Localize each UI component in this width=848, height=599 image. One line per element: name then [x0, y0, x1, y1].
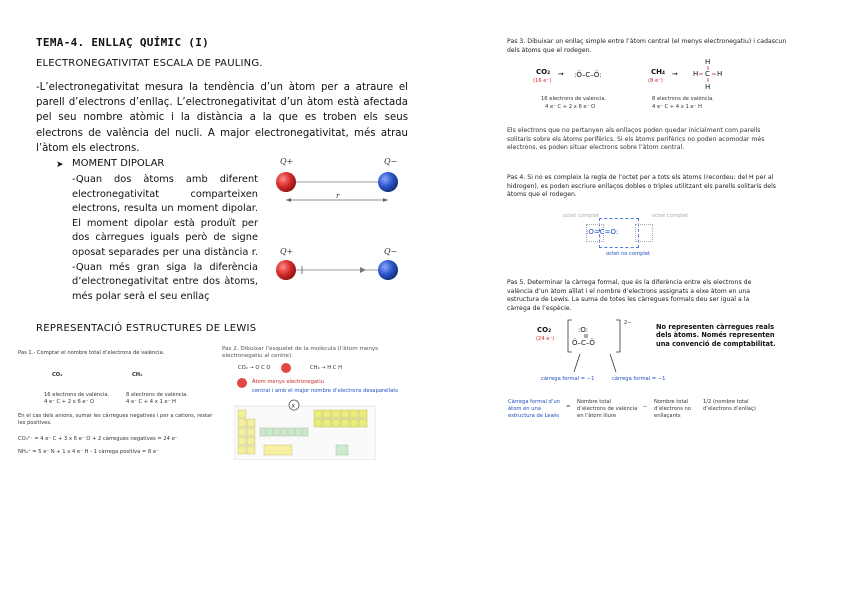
- co2-structure: :Ö–C–Ö:: [574, 71, 602, 79]
- arrow-icon-1: ➞: [558, 70, 564, 78]
- lewis-step2-text: Pas 2. Dibuixar l’esquelet de la molècula (l’àtom menys electronegatiu al centre).: [222, 346, 379, 360]
- step3-text: Pas 3. Dibuixar un enllaç simple entre l’àtom central (el menys electronegatiu) i cadascun dels àtoms que el rodegen.: [507, 38, 787, 54]
- q-plus-label-bottom: Q+: [280, 247, 294, 256]
- formula-lhs: Càrrega formal d’un àtom en una estructura de Lewis: [508, 399, 561, 419]
- bullet-arrow-icon: ➤: [56, 160, 64, 170]
- lewis-heading: REPRESENTACIÓ ESTRUCTURES DE LEWIS: [36, 323, 257, 334]
- svg-text:H: H: [717, 70, 723, 78]
- positive-charge-bottom: [276, 260, 296, 280]
- step4-right-label: octet complet: [652, 213, 688, 219]
- formal-charge-left: càrrega formal = −1: [541, 376, 595, 382]
- formula-minus: −: [643, 404, 648, 410]
- step4-structure: :O=C=O:: [586, 228, 619, 236]
- ch4-formula: CH₄: [651, 68, 666, 76]
- formula-term-c: 1/2 (nombre total d’electrons d’enllaç): [703, 399, 756, 412]
- highlight-dot-icon: [281, 363, 291, 373]
- step5-structure-bracket: [566, 318, 622, 354]
- q-minus-label-bottom: Q−: [384, 247, 398, 256]
- lewis-step1-nh4: NH₄⁺ = 5 e⁻ N + 1 x 4 e⁻ H - 1 càrrega positiva = 8 e⁻: [18, 449, 159, 455]
- negative-charge-bottom: [378, 260, 398, 280]
- step5-formula: CO₂: [537, 326, 552, 334]
- lewis-step1-anions: En el cas dels anions, sumar les càrregues negatives i per a cations, restar les positives.: [18, 413, 213, 426]
- ch4-count: 8 electrons de valència.: [652, 96, 714, 102]
- lewis-step2-note2: central i amb el major nombre d’electrons desaparellats: [252, 388, 398, 394]
- lewis-step1-title: Pas 1.- Comptar el nombre total d’electrons de valència.: [18, 350, 165, 356]
- formal-charge-right: càrrega formal = −1: [612, 376, 666, 382]
- ch4-calc: 4 e⁻ C + 4 x 1 e⁻ H: [652, 104, 702, 110]
- dipole-paragraph: -Quan dos àtoms amb diferent electronegativitat comparteixen electrons, resulta un moment dipolar. El moment dipolar està produït per dos càrregues iguals però de signe oposat separades per una distància r. -Quan més gran siga la diferència d’electronegativitat entre dos àtoms, més polar serà el seu enllaç: [72, 174, 258, 302]
- lewis-step1-co2-calc: 4 e⁻ C + 2 x 6 e⁻ O: [44, 399, 95, 405]
- octet-box-right: [635, 224, 653, 242]
- lewis-step2-ch4: CH₄ → H C H: [310, 365, 342, 371]
- step5-text: Pas 5. Determinar la càrrega formal, que és la diferència entre els electrons de valència d’un àtom aïllat i el nombre d’electrons assignats a eixe àtom en una estructura de Lewis. La suma de totes les càrregues formals deu ser igual a la càrrega de l’espècie.: [507, 279, 752, 312]
- page-title: TEMA-4. ENLLAÇ QUÍMIC (I): [36, 36, 210, 49]
- dipole-heading: MOMENT DIPOLAR: [72, 158, 165, 169]
- svg-text:H: H: [693, 70, 699, 78]
- step5-note: No representen càrregues reals dels àtoms. Només representen una convenció de comptabilitat.: [656, 323, 776, 348]
- formula-equals: =: [566, 404, 571, 410]
- lewis-step1-co2: CO₂: [52, 372, 63, 378]
- dipole-figure: [268, 152, 418, 292]
- electronegativity-heading: ELECTRONEGATIVITAT ESCALA DE PAULING.: [36, 58, 263, 69]
- lewis-step1-ch4-count: 8 electrons de valència.: [126, 392, 188, 398]
- lewis-step1-ch4-calc: 4 e⁻ C + 4 x 1 e⁻ H: [126, 399, 176, 405]
- step4-text: Pas 4. Si no es compleix la regla de l’octet per a tots els àtoms (recordeu: del H per al hidrogen), es poden escriure enllaços dobles o triples utilitzant els parells solitaris dels àtoms que el rodegen.: [507, 174, 777, 199]
- step5-charge: 2−: [624, 320, 632, 326]
- positive-charge-top: [276, 172, 296, 192]
- svg-text:x: x: [291, 402, 296, 410]
- svg-text:H: H: [705, 58, 711, 66]
- co2-valence: (16 e⁻): [533, 78, 552, 84]
- lewis-step2-note: Àtom menys electronegatiu: [252, 379, 324, 385]
- step5-valence: (24 e⁻): [536, 336, 555, 342]
- q-plus-label-top: Q+: [280, 157, 294, 166]
- lewis-step1-co3: CO₃²⁻ = 4 e⁻ C + 3 x 6 e⁻ O + 2 càrregues negatives = 24 e⁻: [18, 436, 178, 442]
- step4-left-label: octet complet: [563, 213, 599, 219]
- formula-term-b: Nombre total d’electrons no enllaçants: [654, 399, 691, 419]
- svg-text:H: H: [705, 83, 711, 91]
- step4-center-label: octet no complet: [606, 251, 651, 257]
- ch4-valence: (8 e⁻): [648, 78, 663, 84]
- red-marker-icon: [237, 378, 247, 388]
- co2-formula: CO₂: [536, 68, 551, 76]
- formal-charge-arrows: [566, 352, 638, 374]
- svg-text:Ö–C–Ö: Ö–C–Ö: [572, 339, 595, 347]
- q-minus-label-top: Q−: [384, 157, 398, 166]
- lewis-step2-co2: CO₂ → O C O: [238, 365, 271, 371]
- step3-note: Els electrons que no pertanyen als enllaços poden quedar inicialment com parells solitaris sobre els àtoms perifèrics. Si els àtoms perifèrics no poden acomodar més electrons, es poden situar electrons sobre l’àtom central.: [507, 127, 765, 152]
- co2-calc: 4 e⁻ C + 2 x 6 e⁻ O: [545, 104, 596, 110]
- ch4-structure: [688, 56, 728, 92]
- svg-text:C: C: [705, 70, 710, 78]
- formula-term-a: Nombre total d’electrons de valència en l’àtom lliure: [577, 399, 638, 419]
- svg-text::O:: :O:: [578, 326, 589, 334]
- negative-charge-top: [378, 172, 398, 192]
- arrow-icon-2: ➞: [672, 70, 678, 78]
- lewis-step1-ch4: CH₄: [132, 372, 143, 378]
- lewis-step1-co2-count: 16 electrons de valència.: [44, 392, 110, 398]
- electronegativity-paragraph: -L’electronegativitat mesura la tendència d’un àtom per a atraure el parell d’electrons d’enllaç. L’electronegativitat d’un àtom està afectada pel seu nombre atòmic i la distància a la que es troben els seus electrons de valència del nucli. A major electronegativitat, més atrau l’àtom els electrons.: [36, 82, 408, 154]
- distance-label: r: [336, 192, 340, 200]
- periodic-table-thumbnail: [234, 398, 376, 460]
- co2-count: 16 electrons de valència.: [541, 96, 607, 102]
